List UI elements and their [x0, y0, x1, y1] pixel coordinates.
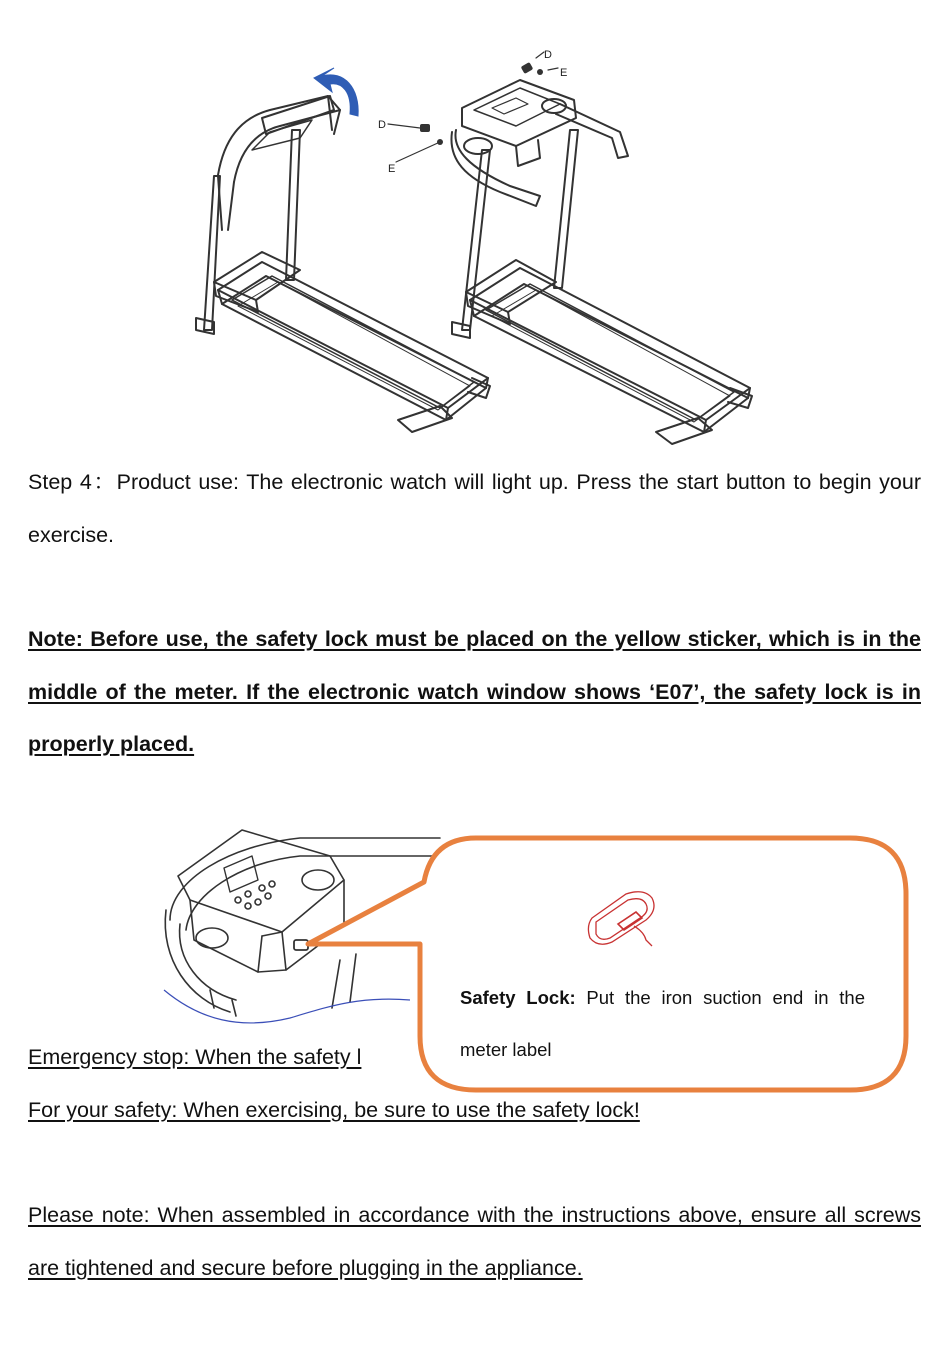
label-d-left: D: [378, 119, 386, 131]
emergency-text: Emergency stop: When the safety l: [28, 1045, 362, 1069]
label-e-right: E: [560, 67, 568, 79]
right-treadmill: [451, 80, 752, 444]
safety-line: [28, 1098, 640, 1123]
step4-label: Step 4：: [28, 470, 117, 494]
callout-label: Safety Lock:: [460, 987, 576, 1008]
label-d-right: D: [544, 49, 552, 61]
safety-text: For your safety: When exercising, be sure to use the safety lock!: [28, 1098, 640, 1122]
please-note-paragraph: [28, 1189, 921, 1294]
label-e-left: E: [388, 163, 396, 175]
note-text: Note: Before use, the safety lock must be placed on the yellow sticker, which is in the middle of the meter. If the electronic watch window shows ‘E07’, the safety lock is in properly placed.: [28, 627, 921, 756]
step4-paragraph: [28, 456, 921, 561]
left-treadmill: [196, 96, 490, 432]
note-paragraph: [28, 613, 921, 771]
callout-text: [460, 972, 865, 1076]
step4-text: Product use: The electronic watch will light up. Press the start button to begin your exercise.: [28, 470, 921, 547]
floor-wave: [164, 990, 410, 1023]
please-note-text: Please note: When assembled in accordance with the instructions above, ensure all screws are tightened and secure before plugging in the appliance.: [28, 1203, 921, 1280]
treadmill-assembly-figure: [150, 38, 790, 458]
callout-body: Put the iron suction end in the meter label: [460, 987, 865, 1060]
fold-arrow-icon: [314, 68, 358, 116]
